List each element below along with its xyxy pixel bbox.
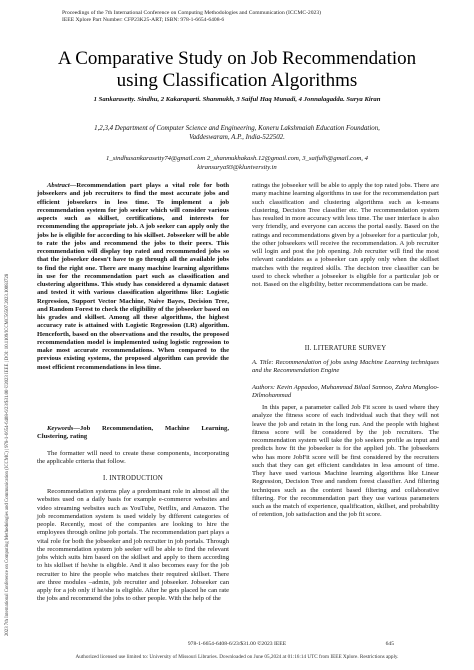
proceedings-line-2: IEEE Xplore Part Number: CFP23K25-ART; ISBN: 978-1-6654-6408-6 bbox=[62, 17, 225, 24]
page-footer bbox=[40, 641, 434, 648]
introduction-text: Recommendation systems play a predominant role in almost all the websites used on a daily basis for example e-commerce websites and video streaming websites such as YouTube, Netflix, and Amazon. The job recommendation system is used widely by different categories of people. Recently, most of the companies are looking to hire the employees through online job portals. The recommendation part plays a vital role for both the jobseeker and job recruiter in job portals. Through the recommendation system job seeker will be able to find the relevant jobs which suits him based on the skillset and apply to them according to his skillset if he/she is eligible. And it also becomes easy for the job recruiter to hire the people who matches their required skillset. There are three modules –admin, job recruiter and jobseeker. Jobseeker can apply for a job only if he/she is eligible. After he gets placed he can rate the jobs and recommend the jobs to other people. With the help of the bbox=[37, 488, 229, 603]
right-column-paragraph-1 bbox=[252, 182, 439, 289]
keywords-text: Job Recommendation, Machine Learning, Clustering, rating bbox=[37, 425, 229, 441]
title-line-2: using Classification Algorithms bbox=[116, 70, 358, 91]
subsection-title: A. Title: Recommendation of jobs using Machine Learning techniques and the Recommendation Engine bbox=[252, 359, 439, 375]
section-heading-introduction: I. INTRODUCTION bbox=[102, 475, 163, 482]
proceedings-header bbox=[62, 10, 321, 24]
right-para-1-text: ratings the jobseeker will be able to apply the top rated jobs. There are many machine learning algorithms in use for the recommendation part such classification and clustering algorithms such as k-means clustering, Decision Tree classifier etc. The recommendation system has resulted in more accuracy with less time. The user interface is also very friendly, and everyone can access the portal easily. Based on the ratings and recommendations given by a jobseeker for a particular job, the other jobseekers will receive the recommendation. A job recruiter will login and post the job opening. Job recruiter will find the most relevant candidates as a jobseeker can apply only when the skillset matches with the required skills. The decision tree classifier can be used to check whether a jobseeker is eligible for a particular job or not. Based on the eligibility, better recommendations can be made. bbox=[252, 182, 439, 288]
emails-line-2: kiransurya93@kluniversity.in bbox=[197, 164, 277, 171]
author-list: 1 Sankarasetty. Sindhu, 2 Kakaraparti. Shanmukh, 3 Saiful Haq Munadi, 4 Jonnalagadda. Surya Kiran bbox=[93, 96, 381, 103]
doi-sidebar: 2023 7th International Conference on Computing Methodologies and Communication (ICCMC) | 978-1-6654-6408-6/23/$31.00 ©2023 IEEE | DOI: 10.1109/ICCMC56507.2023.10083728 bbox=[5, 273, 10, 636]
affiliation-line-1: 1,2,3,4 Department of Computer Science and Engineering, Koneru Lakshmaiah Education Foundation, bbox=[94, 125, 380, 132]
footer-copyright: 978-1-6654-6408-6/23/$31.00 ©2023 IEEE bbox=[187, 641, 287, 647]
subsection-authors: Authors: Kevin Appadoo, Muhammad Bilaal Sannoo, Zahra Mungloo-Dilmohammad bbox=[252, 384, 439, 400]
author-emails bbox=[60, 154, 414, 172]
license-notice: Authorized licensed use limited to: University of Missouri Libraries. Downloaded on June 05,2024 at 01:16:14 UTC from IEEE Xplore. Restrictions apply. bbox=[75, 654, 399, 660]
page-number: 645 bbox=[385, 641, 394, 647]
keywords bbox=[37, 425, 229, 442]
emails-line-1: 1_sindhusankarasetty74@gmail.com 2_shanmukhakash.12@gmail.com, 3_saifulh@gmail.com, 4 bbox=[106, 155, 368, 162]
paper-title bbox=[40, 48, 434, 92]
formatter-note bbox=[37, 450, 229, 467]
abstract bbox=[37, 182, 229, 372]
section-heading-literature-survey: II. LITERATURE SURVEY bbox=[304, 345, 387, 352]
title-line-1: A Comparative Study on Job Recommendation bbox=[57, 48, 417, 69]
right-column-paragraph-2 bbox=[252, 404, 439, 520]
affiliation-line-2: Vaddeswaram, A.P., India-522502. bbox=[189, 134, 285, 141]
keywords-lead: Keywords— bbox=[47, 425, 80, 432]
abstract-text: Recommendation part plays a vital role for both jobseekers and job recruiters to find the most accurate jobs and efficient jobseekers in less time. To implement a job recommendation system for job seeker which will consider various aspects such as skillset, certifications, and interests for recommending the appropriate job. A job seeker can apply only the jobs he is eligible for according to his skillset. Jobseeker will be able to rate the jobs and recommend the jobs to their peers. This recommendation will display top rated and recommended jobs so that the jobseeker doesn't have to go through all the available jobs to find the right one. There are many machine learning algorithms in use for the recommendation part such as classification and clustering algorithms. This study has considered a dynamic dataset and tested it with various classification algorithms like: Logistic Regression, Support Vector Machine, Naive Bayes, Decision Tree, and Random Forest to check the eligibility of the jobseeker based on his grades and skillset. Among all these algorithms, the highest accuracy rate is attained with Logistic Regression (LR) algorithm. Henceforth, based on the observations and the results, the proposed recommendation model is implemented using logistic regression to make most accurate recommendations. When compared to the previous existing systems, the proposed algorithm can provide the most efficient recommendations in less time. bbox=[37, 182, 229, 371]
abstract-lead: Abstract— bbox=[47, 182, 77, 189]
proceedings-line-1: Proceedings of the 7th International Conference on Computing Methodologies and Communication (ICCMC-2023) bbox=[62, 10, 321, 16]
formatter-text: The formatter will need to create these components, incorporating the applicable criteria that follow. bbox=[37, 450, 229, 466]
affiliation bbox=[60, 124, 414, 142]
right-para-2-text: In this paper, a parameter called Job Fit score is used where they analyze the fitness score of each individual such that they will not leave the job and retain in the long run. And the people with highest fitness score will be considered by the job recruiters. The recommendation system will take the job seekers profile as input and predicts how fit the jobseeker is for the applied job. The jobseekers who has more JobFit score will be first considered by the recruiters such that they can get efficient candidates in less amount of time. They have used various Machine learning algorithms like Linear Regression, Decision Tree and random forest classifier. And filtering techniques such as the content based filtering and collaborative filtering. For the recommendation part they use various parameters such as the match of experience, qualification, skillset, and probability of retention, job satisfaction and the job fit score. bbox=[252, 404, 439, 519]
introduction-body bbox=[37, 488, 229, 604]
